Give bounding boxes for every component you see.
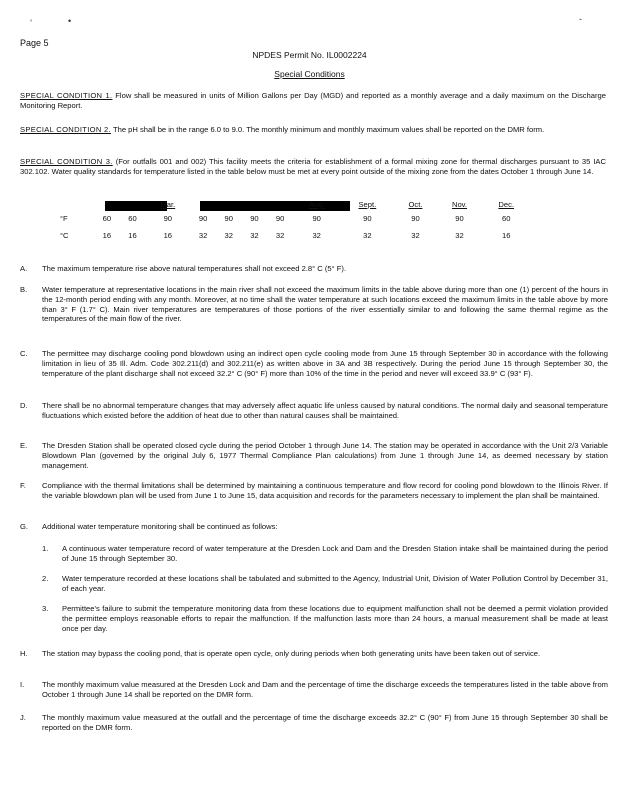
table-cell: 90 xyxy=(411,214,420,223)
item-text: The maximum temperature rise above natural temperatures shall not exceed 2.8° C (5° F). xyxy=(42,264,347,273)
celsius-row xyxy=(60,227,530,244)
month-header: Dec. xyxy=(498,199,514,209)
table-cell: 16 xyxy=(163,231,173,240)
item-letter: I. xyxy=(20,680,25,689)
table-cell: 90 xyxy=(363,214,372,223)
permit-number: NPDES Permit No. IL0002224 xyxy=(252,50,367,60)
item-letter: E. xyxy=(20,441,28,450)
scan-mark: • xyxy=(68,16,72,26)
month-header: Aug. xyxy=(308,199,325,209)
subitem-text: Water temperature recorded at these locations shall be tabulated and submitted to the Agency, Industrial Unit, Division of Water Pollution Control by December 31, of each year. xyxy=(62,574,608,593)
table-cell: 16 xyxy=(128,231,137,240)
special-condition-3 xyxy=(20,157,606,176)
subitem-number: 2. xyxy=(42,574,49,583)
table-cell: 90 xyxy=(224,214,233,223)
page-label: Page 5 xyxy=(20,38,49,48)
table-cell: 60 xyxy=(102,214,112,223)
month-header: Nov. xyxy=(451,199,468,209)
item-letter: D. xyxy=(20,401,28,410)
subitem-text: Permittee's failure to submit the temperature monitoring data from these locations due to equipment malfunction shall not be deemed a permit violation provided the permittee employs reasonable efforts to repair the malfunction. If the malfunction lasts more than 24 hours, a manual measurement shall be made at least once per day. xyxy=(62,604,608,633)
table-cell: 32 xyxy=(250,231,259,240)
table-cell: 60 xyxy=(501,214,511,223)
unit-label: °C xyxy=(60,231,69,240)
temperature-table xyxy=(60,198,530,244)
item-text: The station may bypass the cooling pond, that is operate open cycle, only during periods when both generating units have been taken out of service. xyxy=(42,649,541,658)
item-text: The Dresden Station shall be operated closed cycle during the period October 1 through June 14. The station may be operated in accordance with the Unit 2/3 Variable Blowdown Plan (governed by the original July 6, 1977 Thermal Compliance Plan calculations) from June 1 through June 14, as deemed necessary by station management. xyxy=(42,441,608,470)
unit-label: °F xyxy=(60,214,68,223)
item-text: The permittee may discharge cooling pond blowdown using an indirect open cycle cooling mode from June 15 through September 30 in accordance with the following limitation in lieu of 35 Ill. Adm. Code 302.211(d) and 302.211(e) as written above in 3A and 3B respectively. During the period June 15 through September 30, the temperature of the plant discharge shall not exceed 32.2° C (90° F) more than 10% of the time in the period and never will exceed 33.9° C (93° F). xyxy=(42,349,608,378)
scan-mark: - xyxy=(579,14,582,24)
special-condition-2 xyxy=(20,125,606,135)
table-cell: 32 xyxy=(224,231,233,240)
table-cell: 32 xyxy=(198,231,208,240)
scan-mark: ’ xyxy=(30,18,32,28)
item-letter: B. xyxy=(20,285,28,294)
month-header: Oct. xyxy=(408,199,423,209)
condition-label: SPECIAL CONDITION 3. xyxy=(20,157,113,166)
item-text: There shall be no abnormal temperature changes that may adversely affect aquatic life unless caused by natural conditions. The normal daily and seasonal temperature fluctuations which existed before the addition of heat due to other than natural causes shall be maintained. xyxy=(42,401,608,420)
condition-text: Flow shall be measured in units of Million Gallons per Day (MGD) and reported as a monthly average and a daily maximum on the Discharge Monitoring Report. xyxy=(20,91,606,110)
item-text: Compliance with the thermal limitations shall be determined by maintaining a continuous temperature and flow record for cooling pond blowdown to the Illinois River. If the variable blowdown plan will be used from June 1 to June 15, data acquisition and records for the parameters necessary to implement the plan shall be maintained. xyxy=(42,481,608,500)
condition-label: SPECIAL CONDITION 1. xyxy=(20,91,113,100)
table-cell: 32 xyxy=(455,231,464,240)
table-cell: 90 xyxy=(275,214,285,223)
special-condition-1 xyxy=(20,91,606,110)
item-text: The monthly maximum value measured at the Dresden Lock and Dam and the percentage of time the discharge exceeds the temperatures listed in the table above from October 1 through June 14 shall be reported on the DMR form. xyxy=(42,680,608,699)
table-cell: 90 xyxy=(455,214,464,223)
item-text: The monthly maximum value measured at the outfall and the percentage of time the discharge exceeds 32.2° C (90° F) from June 15 through September 30 shall be reported on the DMR form. xyxy=(42,713,608,732)
condition-text: The pH shall be in the range 6.0 to 9.0. The monthly minimum and monthly maximum values shall be reported on the DMR form. xyxy=(112,125,545,134)
table-cell: 90 xyxy=(198,214,208,223)
table-cell: 90 xyxy=(312,214,321,223)
fahrenheit-row xyxy=(60,210,530,227)
table-cell: 16 xyxy=(102,231,112,240)
table-cell: 60 xyxy=(128,214,137,223)
subitem-number: 3. xyxy=(42,604,49,613)
item-text: Additional water temperature monitoring shall be continued as follows: xyxy=(42,522,278,531)
item-letter: H. xyxy=(20,649,28,658)
condition-label: SPECIAL CONDITION 2. xyxy=(20,125,111,134)
item-letter: G. xyxy=(20,522,29,531)
item-letter: C. xyxy=(20,349,28,358)
month-header: Sept. xyxy=(358,199,377,209)
subitem-text: A continuous water temperature record of water temperature at the Dresden Lock and Dam and the Dresden Station intake shall be maintained during the period of June 15 through September 30. xyxy=(62,544,608,563)
month-header-row xyxy=(60,198,530,210)
table-cell: 16 xyxy=(501,231,511,240)
table-cell: 32 xyxy=(411,231,420,240)
item-text: Water temperature at representative locations in the main river shall not exceed the maximum limits in the table above during more than one (1) percent of the hours in the 12-month period ending with any month. Moreover, at no time shall the water temperature at such locations exceed the maximum limits in the table above by more than 3° F (1.7° C). Main river temperatures are temperatures of those portions of the river essentially similar to and following the same thermal regime as the temperatures of the main flow of the river. xyxy=(42,285,608,324)
item-letter: J. xyxy=(20,713,26,722)
table-cell: 32 xyxy=(363,231,372,240)
item-letter: F. xyxy=(20,481,26,490)
table-cell: 32 xyxy=(312,231,321,240)
table-cell: 90 xyxy=(163,214,173,223)
condition-text: (For outfalls 001 and 002) This facility meets the criteria for establishment of a formal mixing zone for thermal discharges pursuant to 35 IAC 302.102. Water quality standards for temperature listed in the table below must be met at every point outside of the mixing zone from the dates October 1 through June 14. xyxy=(20,157,606,176)
item-letter: A. xyxy=(20,264,28,273)
section-title: Special Conditions xyxy=(274,69,345,79)
table-cell: 90 xyxy=(250,214,259,223)
month-header: Mar. xyxy=(160,199,176,209)
table-cell: 32 xyxy=(275,231,285,240)
subitem-number: 1. xyxy=(42,544,49,553)
